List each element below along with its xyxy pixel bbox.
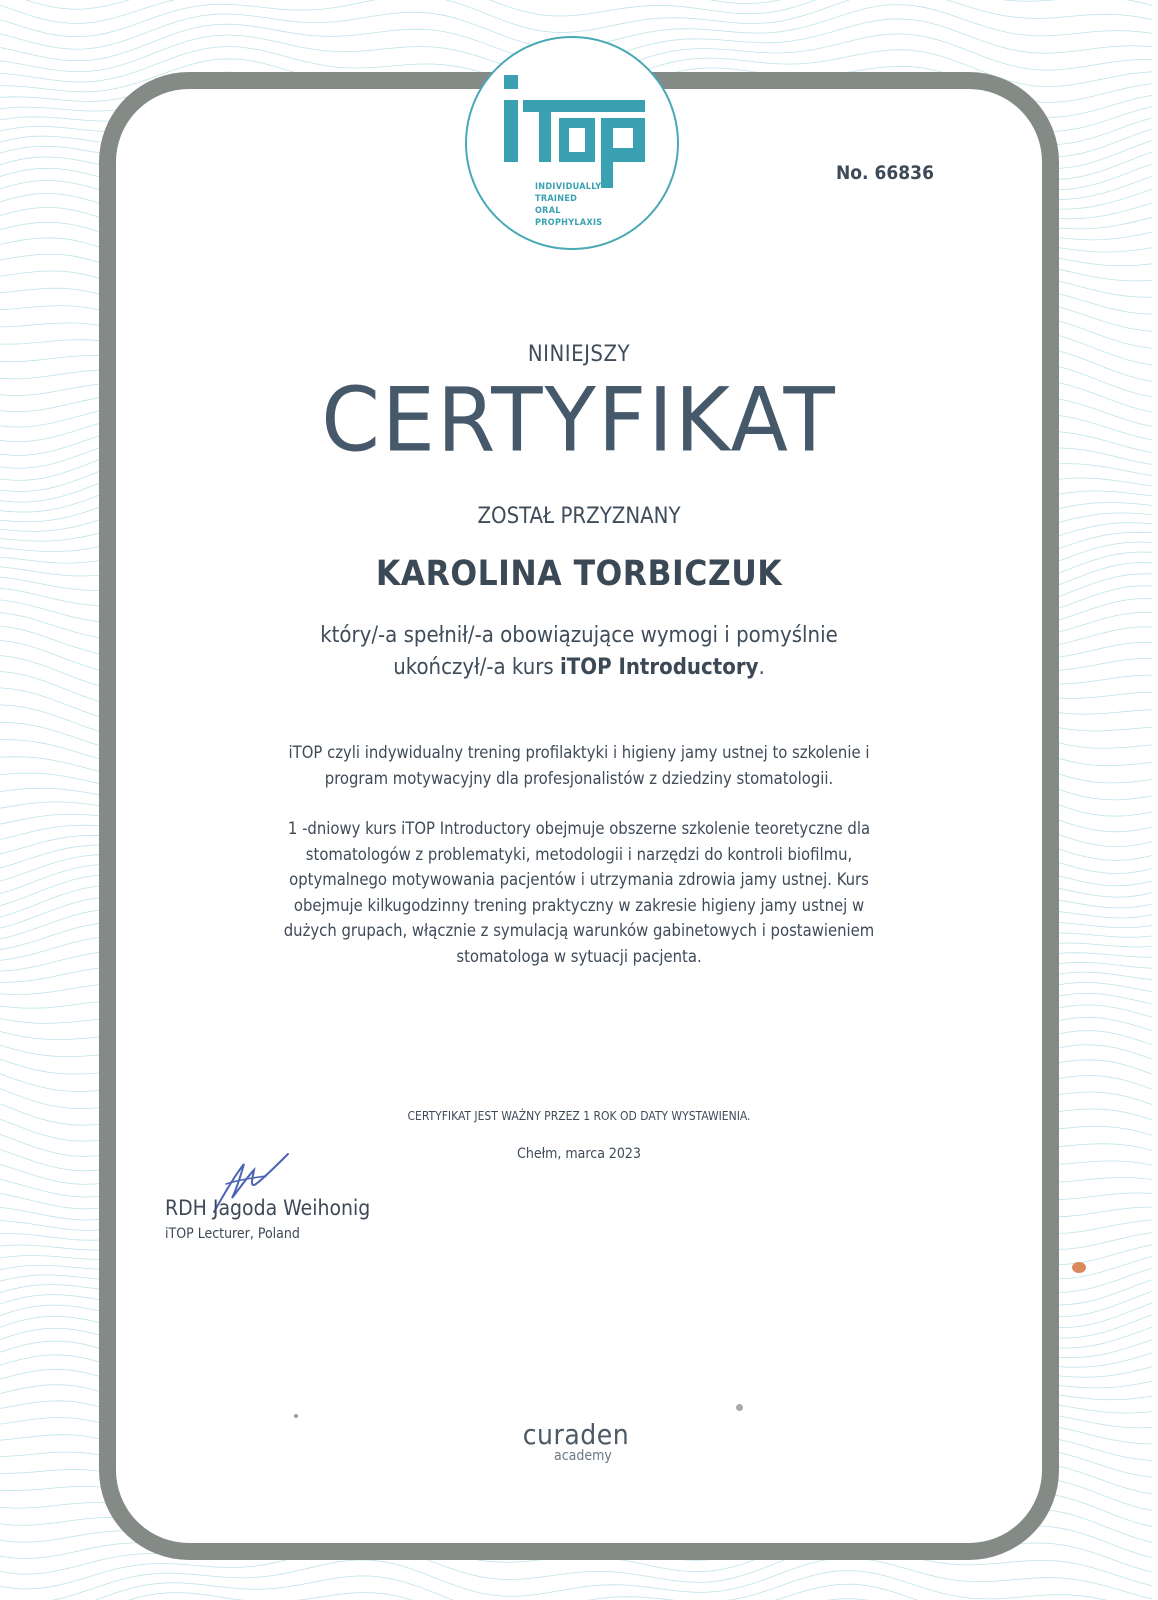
description-suffix: . xyxy=(758,655,765,680)
paragraph-1 xyxy=(180,740,978,791)
recipient-name: KAROLINA TORBICZUK xyxy=(375,554,783,594)
curaden-logo xyxy=(496,1418,656,1464)
paragraph-line: iTOP czyli indywidualny trening profilaktyki i higieny jamy ustnej to szkolenie i xyxy=(288,743,870,762)
description-line-2 xyxy=(180,652,978,684)
itop-logo-text xyxy=(535,181,602,229)
paragraph-line: 1 -dniowy kurs iTOP Introductory obejmuje obszerne szkolenie teoretyczne dla xyxy=(287,819,871,838)
paragraph-2 xyxy=(180,816,978,969)
guilloche-line xyxy=(0,1584,1152,1600)
itop-logo-line: INDIVIDUALLY xyxy=(535,182,602,192)
paragraph-line: stomatologa w sytuacji pacjenta. xyxy=(456,946,702,966)
heading-large xyxy=(180,368,978,472)
paragraph-line: optymalnego motywowania pacjentów i utrzymania zdrowia jamy ustnej. Kurs xyxy=(289,870,869,889)
guilloche-line xyxy=(0,0,1152,37)
itop-logo-line: ORAL xyxy=(535,206,561,216)
guilloche-line xyxy=(0,1571,1152,1600)
certificate-number: No. 66836 xyxy=(836,162,934,184)
itop-logo-line: TRAINED xyxy=(535,194,578,204)
curaden-subtitle: academy xyxy=(554,1448,612,1464)
place-date: Chełm, marca 2023 xyxy=(517,1146,641,1162)
curaden-wordmark: curaden xyxy=(522,1418,630,1451)
paragraph-line: dużych grupach, włącznie z symulacją warunków gabinetowych i postawieniem xyxy=(283,921,875,940)
description-prefix: ukończył/-a kurs xyxy=(393,655,560,680)
heading-small: NINIEJSZY xyxy=(527,342,631,367)
paragraph-line: stomatologów z problematyki, metodologii i narzędzi do kontroli biofilmu, xyxy=(305,844,853,864)
itop-logo xyxy=(465,36,679,250)
paper-speck xyxy=(294,1414,298,1418)
guilloche-line xyxy=(0,0,1152,9)
signer-name: RDH Jagoda Weihonig xyxy=(165,1196,371,1220)
description-line-1: który/-a spełnił/-a obowiązujące wymogi i pomyślnie xyxy=(320,623,838,648)
itop-logo-line: PROPHYLAXIS xyxy=(535,218,603,228)
paper-speck xyxy=(1072,1262,1086,1273)
paragraph-line: program motywacyjny dla profesjonalistów z dziedziny stomatologii. xyxy=(324,768,834,788)
awarded-label: ZOSTAŁ PRZYZNANY xyxy=(477,504,681,529)
paper-speck xyxy=(736,1404,743,1411)
signer-role: iTOP Lecturer, Poland xyxy=(165,1226,300,1242)
validity-note: CERTYFIKAT JEST WAŻNY PRZEZ 1 ROK OD DATY WYSTAWIENIA. xyxy=(407,1109,751,1123)
heading-large-text: CERTYFIKAT xyxy=(321,368,837,472)
description xyxy=(180,620,978,684)
course-name: iTOP Introductory xyxy=(559,655,759,680)
paragraph-line: obejmuje kilkugodzinny trening praktyczny w zakresie higieny jamy ustnej w xyxy=(293,895,865,915)
